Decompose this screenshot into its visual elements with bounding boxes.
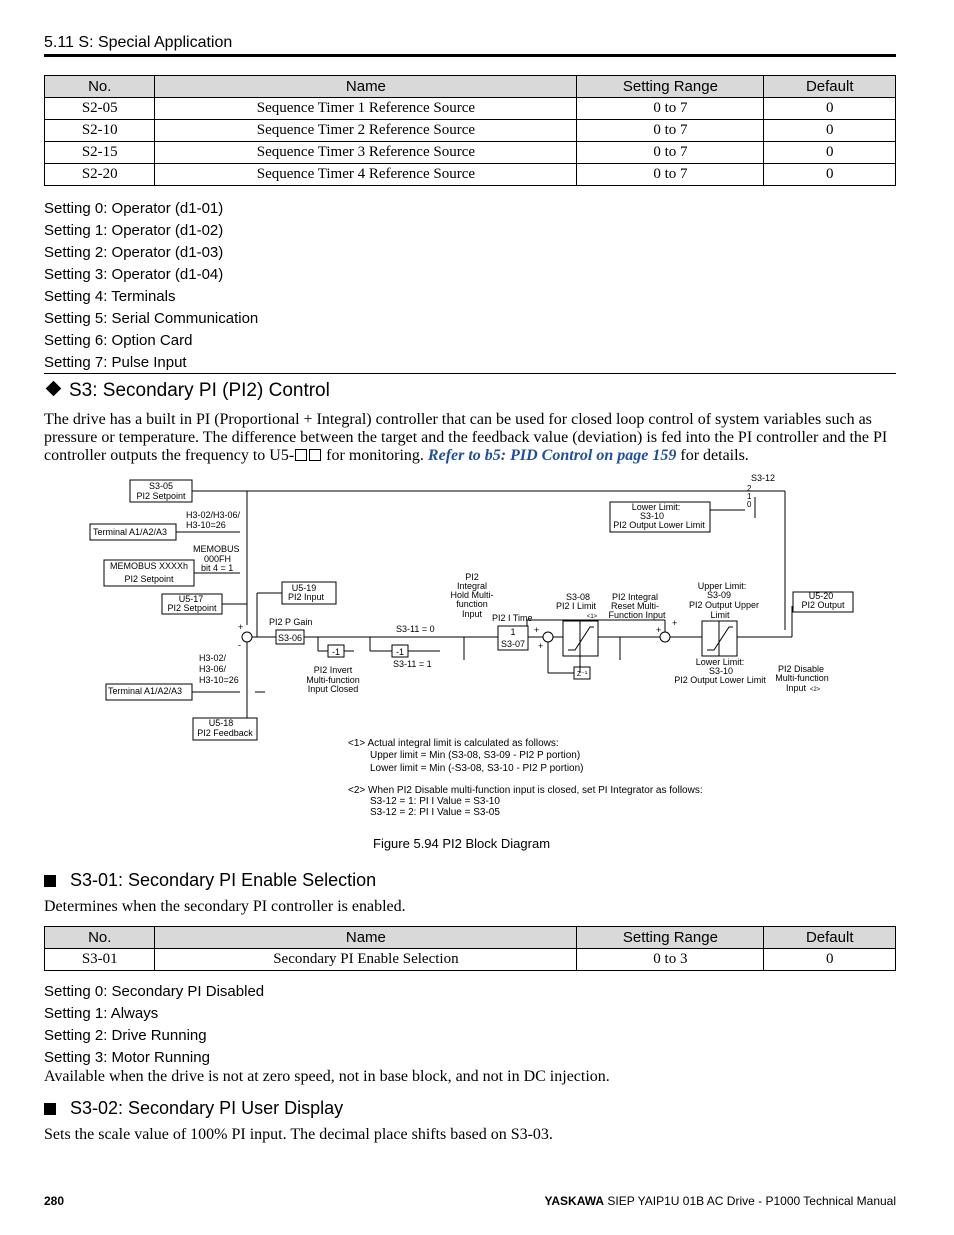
note1-line2: Upper limit = Min (S3-08, S3-09 - PI2 P portion) bbox=[370, 750, 581, 761]
label-reset3: Function Input bbox=[608, 610, 666, 620]
label-hold4: function bbox=[456, 599, 488, 609]
cell-default: 0 bbox=[764, 949, 896, 971]
label-hold3: Hold Multi- bbox=[450, 590, 494, 600]
cell-range: 0 to 7 bbox=[577, 120, 764, 142]
label-upper1: Upper Limit: bbox=[697, 581, 747, 591]
label-invert1: PI2 Invert bbox=[313, 665, 353, 675]
square-bullet-icon bbox=[44, 1103, 56, 1115]
setting-item: Setting 2: Operator (d1-03) bbox=[44, 244, 224, 261]
label-u5-18: U5-18 bbox=[208, 718, 234, 728]
note2-line3: S3-12 = 2: PI I Value = S3-05 bbox=[370, 807, 500, 818]
cell-name: Sequence Timer 1 Reference Source bbox=[155, 98, 577, 120]
label-lower1: Lower Limit: bbox=[695, 657, 745, 667]
note1-line3: Lower limit = Min (-S3-08, S3-10 - PI2 P portion) bbox=[370, 763, 584, 774]
page-number: 280 bbox=[44, 1194, 65, 1208]
cell-no: S2-15 bbox=[45, 142, 155, 164]
label-pi2-setpoint-2: PI2 Setpoint bbox=[124, 574, 174, 584]
s3-01-note: Available when the drive is not at zero speed, not in base block, and not in DC injection. bbox=[44, 1068, 610, 1085]
label-minus-1: - bbox=[238, 640, 241, 650]
cell-name: Sequence Timer 4 Reference Source bbox=[155, 164, 577, 186]
label-ilimit: PI2 I Limit bbox=[555, 601, 597, 611]
note1-line1: <1> Actual integral limit is calculated as follows: bbox=[348, 738, 559, 749]
col-no: No. bbox=[45, 76, 155, 98]
cell-name: Sequence Timer 2 Reference Source bbox=[155, 120, 577, 142]
label-p-gain: PI2 P Gain bbox=[269, 617, 313, 627]
label-note1-ref: <1> bbox=[586, 614, 598, 620]
cell-no: S2-10 bbox=[45, 120, 155, 142]
label-memobus: MEMOBUS bbox=[193, 544, 240, 554]
figure-caption: Figure 5.94 PI2 Block Diagram bbox=[373, 836, 551, 851]
label-pi2-output: PI2 Output bbox=[801, 600, 845, 610]
label-disable3: Input bbox=[785, 683, 807, 693]
setting-item: Setting 3: Motor Running bbox=[44, 1049, 210, 1066]
cell-default: 0 bbox=[764, 164, 896, 186]
label-upper4: Limit bbox=[710, 610, 730, 620]
setting-item: Setting 1: Operator (d1-02) bbox=[44, 222, 224, 239]
label-memobus-000fh: 000FH bbox=[204, 554, 232, 564]
label-one: 1 bbox=[510, 627, 516, 637]
label-reset2: Reset Multi- bbox=[610, 601, 660, 611]
label-plus-4: + bbox=[656, 625, 662, 635]
cell-range: 0 to 7 bbox=[577, 164, 764, 186]
subsection-title-text: S3-01: Secondary PI Enable Selection bbox=[70, 870, 377, 890]
setting-item: Setting 6: Option Card bbox=[44, 332, 193, 349]
label-lower2-top: S3-10 bbox=[639, 511, 665, 521]
label-s3-11-0: S3-11 = 0 bbox=[396, 624, 435, 634]
parameter-table-s3-01 bbox=[44, 926, 896, 971]
label-s3-07: S3-07 bbox=[500, 639, 526, 649]
cell-range: 0 to 7 bbox=[577, 142, 764, 164]
cell-name: Secondary PI Enable Selection bbox=[155, 949, 577, 971]
label-u5-20: U5-20 bbox=[808, 591, 834, 601]
setting-item: Setting 0: Operator (d1-01) bbox=[44, 200, 224, 217]
label-upper3: PI2 Output Upper bbox=[688, 600, 760, 610]
label-h3-bot1: H3-02/ bbox=[199, 653, 227, 663]
label-u5-19: U5-19 bbox=[291, 583, 317, 593]
square-bullet-icon bbox=[44, 875, 56, 887]
label-reset1: PI2 Integral bbox=[611, 592, 659, 602]
section-header: 5.11 S: Special Application bbox=[44, 34, 233, 51]
label-plus-2: + bbox=[534, 625, 540, 635]
section-title-text: S3: Secondary PI (PI2) Control bbox=[69, 380, 330, 401]
col-default: Default bbox=[764, 76, 896, 98]
label-memobus-bit: bit 4 = 1 bbox=[201, 563, 234, 573]
label-disable2: Multi-function bbox=[775, 673, 829, 683]
settings-list-s3-01 bbox=[44, 981, 264, 1069]
label-terminal-a1: Terminal A1/A2/A3 bbox=[93, 527, 168, 537]
cell-no: S2-20 bbox=[45, 164, 155, 186]
col-name: Name bbox=[155, 927, 577, 949]
label-s3-05: S3-05 bbox=[148, 481, 174, 491]
label-zinv: Z⁻¹ bbox=[576, 671, 588, 678]
intro-text: for details. bbox=[676, 447, 749, 464]
setting-item: Setting 1: Always bbox=[44, 1005, 159, 1022]
subsection-title-s3-01 bbox=[44, 870, 376, 891]
cell-name: Sequence Timer 3 Reference Source bbox=[155, 142, 577, 164]
label-h3-top: H3-02/H3-06/ bbox=[186, 510, 241, 520]
label-switch-0: 0 bbox=[747, 500, 752, 509]
label-plus-1: + bbox=[238, 622, 244, 632]
col-default: Default bbox=[764, 927, 896, 949]
label-lower2: S3-10 bbox=[708, 666, 734, 676]
label-upper2: S3-09 bbox=[706, 590, 732, 600]
label-lower1-top: Lower Limit: bbox=[631, 502, 681, 512]
label-switch-2: 2 bbox=[747, 484, 752, 493]
label-s3-06: S3-06 bbox=[277, 633, 303, 643]
label-hold5: Input bbox=[461, 609, 483, 619]
label-pi2-input: PI2 Input bbox=[287, 592, 325, 602]
cell-default: 0 bbox=[764, 120, 896, 142]
label-lower3: PI2 Output Lower Limit bbox=[674, 675, 766, 685]
setting-item: Setting 4: Terminals bbox=[44, 288, 176, 305]
label-note2-ref: <2> bbox=[809, 687, 821, 693]
cell-range: 0 to 3 bbox=[577, 949, 764, 971]
label-s3-11-1: S3-11 = 1 bbox=[393, 659, 432, 669]
label-invert2: Multi-function bbox=[306, 675, 360, 685]
note2-line1: <2> When PI2 Disable multi-function input is closed, set PI Integrator as follows: bbox=[348, 785, 703, 796]
setting-item: Setting 0: Secondary PI Disabled bbox=[44, 983, 265, 1000]
subsection-title-s3-02 bbox=[44, 1098, 343, 1119]
label-pi2-setpoint-3: PI2 Setpoint bbox=[167, 603, 217, 613]
footer-manual bbox=[544, 1194, 896, 1208]
label-memobus-xxxx: MEMOBUS XXXXh bbox=[109, 561, 189, 571]
label-invert3: Input Closed bbox=[307, 684, 359, 694]
cell-default: 0 bbox=[764, 98, 896, 120]
col-name: Name bbox=[155, 76, 577, 98]
col-range: Setting Range bbox=[577, 927, 764, 949]
setting-item: Setting 5: Serial Communication bbox=[44, 310, 259, 327]
footer-brand: YASKAWA bbox=[544, 1194, 605, 1208]
intro-text: The drive has a built in PI (Proportional + Integral) controller that can be used for closed loop control of system variables such as pressure or temperature. The difference between the target and the feedback value (deviation) is fed into the PI controller and the PI controller outputs the frequency to U5- bbox=[44, 411, 888, 464]
table-header-row bbox=[45, 927, 896, 949]
setting-item: Setting 7: Pulse Input bbox=[44, 354, 187, 371]
label-pi2-setpoint: PI2 Setpoint bbox=[136, 491, 186, 501]
footer-manual-title: SIEP YAIP1U 01B AC Drive - P1000 Technical Manual bbox=[604, 1194, 896, 1208]
label-hold2: Integral bbox=[456, 581, 488, 591]
label-lower3-top: PI2 Output Lower Limit bbox=[613, 520, 705, 530]
table-row bbox=[45, 949, 896, 971]
label-disable1: PI2 Disable bbox=[777, 664, 825, 674]
label-minus1-b: -1 bbox=[395, 647, 405, 657]
label-u5-17: U5-17 bbox=[178, 594, 204, 604]
col-range: Setting Range bbox=[577, 76, 764, 98]
setting-item: Setting 2: Drive Running bbox=[44, 1027, 207, 1044]
label-h3-bot2: H3-06/ bbox=[199, 664, 227, 674]
label-h3-bot3: H3-10=26 bbox=[199, 675, 239, 685]
s3-02-description: Sets the scale value of 100% PI input. The decimal place shifts based on S3-03. bbox=[44, 1126, 553, 1143]
subsection-title-text: S3-02: Secondary PI User Display bbox=[70, 1098, 344, 1118]
label-switch-1: 1 bbox=[747, 492, 752, 501]
label-pi2-feedback: PI2 Feedback bbox=[197, 728, 253, 738]
note2-line2: S3-12 = 1: PI I Value = S3-10 bbox=[370, 796, 500, 807]
cell-default: 0 bbox=[764, 142, 896, 164]
s3-01-description: Determines when the secondary PI controller is enabled. bbox=[44, 898, 406, 915]
setting-item: Setting 3: Operator (d1-04) bbox=[44, 266, 224, 283]
cell-no: S3-01 bbox=[45, 949, 155, 971]
label-hold1: PI2 bbox=[465, 572, 479, 582]
label-h3-top2: H3-10=26 bbox=[186, 520, 226, 530]
label-terminal-a1-bot: Terminal A1/A2/A3 bbox=[108, 686, 183, 696]
label-s3-12: S3-12 bbox=[751, 473, 776, 483]
label-minus1-a: -1 bbox=[331, 647, 341, 657]
label-s3-08: S3-08 bbox=[565, 592, 591, 602]
cell-range: 0 to 7 bbox=[577, 98, 764, 120]
label-itime: PI2 I Time bbox=[492, 613, 533, 623]
label-plus-5: + bbox=[672, 618, 678, 628]
cell-no: S2-05 bbox=[45, 98, 155, 120]
label-plus-3: + bbox=[538, 641, 544, 651]
col-no: No. bbox=[45, 927, 155, 949]
intro-text: for monitoring. bbox=[322, 447, 428, 464]
pid-control-link[interactable]: Refer to b5: PID Control on page 159 bbox=[427, 447, 677, 464]
